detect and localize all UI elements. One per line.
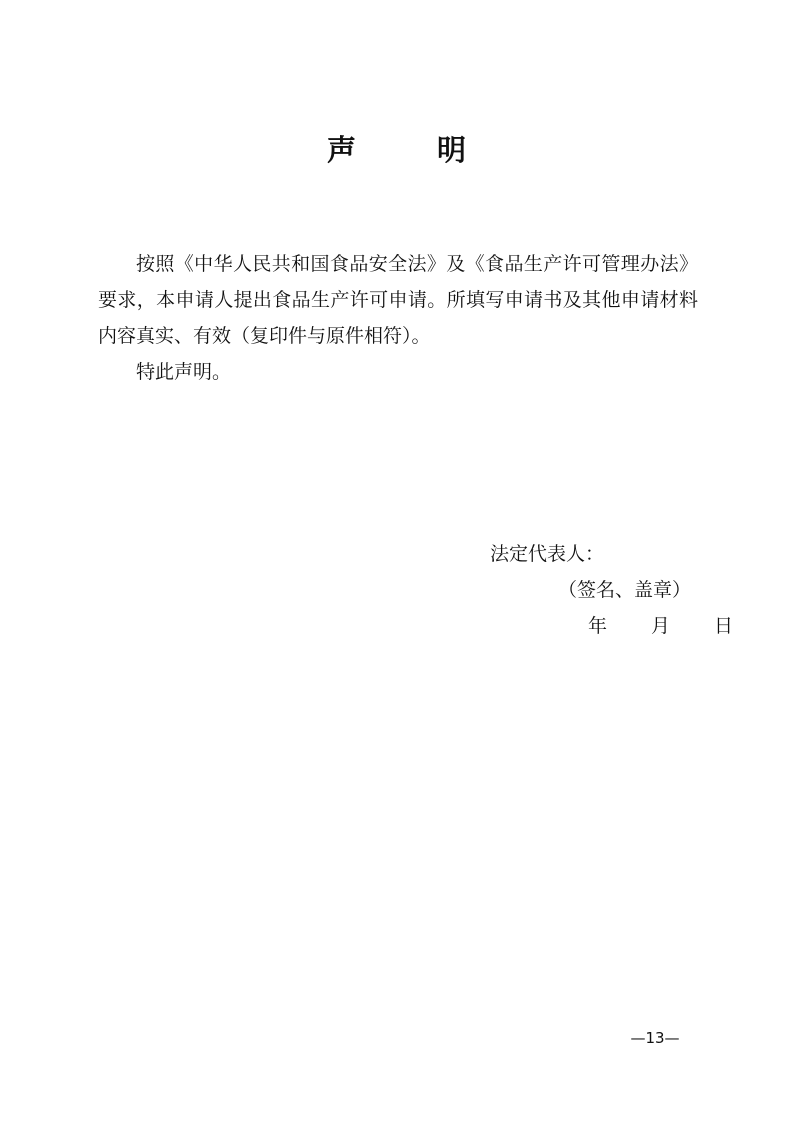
page-number: —13— — [630, 1029, 680, 1047]
document-title: 声 明 — [326, 133, 492, 167]
signature-date: 年 月 日 — [588, 615, 736, 637]
signature-seal-note: （签名、盖章） — [558, 579, 692, 601]
legal-representative-label: 法定代表人： — [490, 543, 605, 565]
declaration-body — [98, 246, 698, 390]
declaration-closing: 特此声明。 — [136, 361, 232, 383]
signature-block — [490, 536, 736, 644]
declaration-paragraph: 按照《中华人民共和国食品安全法》及《食品生产许可管理办法》要求，本申请人提出食品生产许可申请。所填写申请书及其他申请材料内容真实、有效（复印件与原件相符）。 — [98, 253, 698, 347]
